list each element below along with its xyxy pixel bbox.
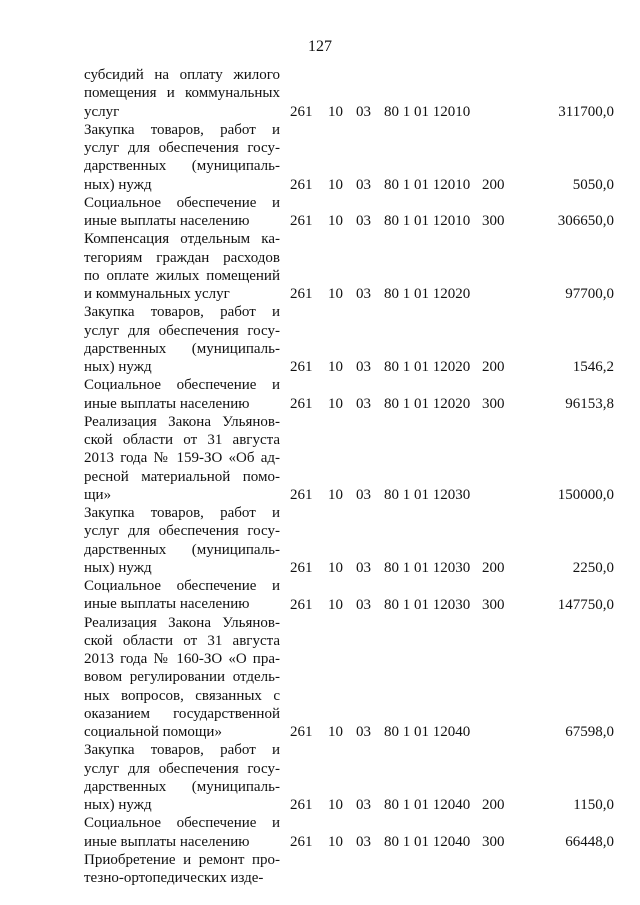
description-line: иные выплаты населению: [84, 395, 250, 412]
expense-type-code: 300: [482, 395, 505, 412]
description-line: иные выплаты населению: [84, 833, 250, 850]
expense-type-code: 200: [482, 560, 505, 576]
ved-code: 261: [290, 560, 313, 576]
description-line: ных) нужд: [84, 176, 152, 193]
section-code: 10: [328, 359, 343, 376]
description-line: ных) нужд: [84, 559, 152, 576]
table-row: [0, 376, 640, 413]
description-line: услуг для обеспечения госу-: [84, 760, 280, 777]
description-line: дарственных (муниципаль-: [84, 158, 280, 175]
description-line: социальной помощи»: [84, 724, 222, 740]
row-description: [84, 230, 280, 303]
description-line: ресной материальной помо-: [84, 468, 280, 485]
description-line: ных вопросов, связанных с: [84, 687, 280, 704]
section-code: 10: [328, 176, 343, 193]
description-line: услуг для обеспечения госу-: [84, 322, 280, 339]
section-code: 10: [328, 797, 343, 814]
ved-code: 261: [290, 176, 313, 193]
description-line: оказанием государственной: [84, 705, 280, 722]
section-code: 10: [328, 596, 343, 613]
table-row: [0, 504, 640, 577]
section-code: 10: [328, 103, 343, 120]
target-article-code: 80 1 01 12040: [384, 724, 471, 741]
row-description: [84, 614, 280, 742]
description-line: тезно-ортопедических изде-: [84, 870, 264, 886]
expense-type-code: 300: [482, 596, 505, 613]
target-article-code: 80 1 01 12020: [384, 395, 471, 412]
table-row: [0, 851, 640, 888]
description-line: Социальное обеспечение и: [84, 377, 280, 394]
amount: 2250,0: [572, 560, 614, 576]
row-description: [84, 66, 280, 121]
description-line: по оплате жилых помещений: [84, 267, 280, 284]
ved-code: 261: [290, 487, 313, 503]
table-row: [0, 121, 640, 194]
description-line: услуг для обеспечения госу-: [84, 523, 280, 540]
amount: 147750,0: [557, 596, 614, 613]
description-line: помещения и коммунальных: [84, 85, 280, 102]
table-row: [0, 614, 640, 742]
target-article-code: 80 1 01 12010: [384, 176, 471, 193]
ved-code: 261: [290, 797, 313, 814]
amount: 5050,0: [572, 176, 614, 193]
description-line: иные выплаты населению: [84, 596, 250, 613]
amount: 67598,0: [565, 724, 614, 741]
table-row: [0, 814, 640, 851]
row-description: [84, 194, 280, 231]
table-row: [0, 303, 640, 376]
ved-code: 261: [290, 286, 313, 303]
subsection-code: 03: [356, 213, 371, 230]
subsection-code: 03: [356, 833, 371, 850]
target-article-code: 80 1 01 12020: [384, 359, 471, 376]
table-row: [0, 577, 640, 614]
subsection-code: 03: [356, 797, 371, 814]
description-line: иные выплаты населению: [84, 213, 250, 229]
description-line: вовом регулировании отдель-: [84, 669, 280, 686]
target-article-code: 80 1 01 12040: [384, 833, 471, 850]
ved-code: 261: [290, 395, 313, 412]
description-line: услуг: [84, 103, 120, 120]
amount: 97700,0: [565, 286, 614, 303]
description-line: ных) нужд: [84, 797, 152, 813]
description-line: Закупка товаров, работ и: [84, 121, 280, 138]
section-code: 10: [328, 213, 343, 230]
description-line: 2013 года № 159-ЗО «Об ад-: [84, 450, 280, 467]
row-description: [84, 504, 280, 577]
amount: 1150,0: [573, 797, 614, 814]
table-row: [0, 194, 640, 231]
description-line: Закупка товаров, работ и: [84, 304, 280, 321]
table-row: [0, 741, 640, 814]
description-line: дарственных (муниципаль-: [84, 778, 280, 795]
section-code: 10: [328, 395, 343, 412]
description-line: ных) нужд: [84, 359, 152, 375]
description-line: услуг для обеспечения госу-: [84, 140, 280, 156]
description-line: Реализация Закона Ульянов-: [84, 413, 280, 430]
subsection-code: 03: [356, 176, 371, 193]
subsection-code: 03: [356, 487, 371, 503]
target-article-code: 80 1 01 12030: [384, 487, 471, 503]
section-code: 10: [328, 286, 343, 303]
description-line: тегориям граждан расходов: [84, 249, 280, 266]
row-description: [84, 851, 280, 888]
amount: 311700,0: [558, 103, 614, 120]
description-line: Социальное обеспечение и: [84, 815, 280, 832]
row-description: [84, 741, 280, 814]
table-row: [0, 413, 640, 504]
description-line: Закупка товаров, работ и: [84, 505, 280, 521]
expense-type-code: 300: [482, 213, 505, 230]
description-line: субсидий на оплату жилого: [84, 67, 280, 83]
expense-type-code: 200: [482, 797, 505, 814]
amount: 306650,0: [557, 213, 614, 230]
section-code: 10: [328, 724, 343, 741]
section-code: 10: [328, 833, 343, 850]
subsection-code: 03: [356, 560, 371, 576]
target-article-code: 80 1 01 12040: [384, 797, 471, 814]
row-description: [84, 577, 280, 614]
page-number: 127: [308, 38, 332, 55]
description-line: Социальное обеспечение и: [84, 194, 280, 211]
ved-code: 261: [290, 359, 313, 376]
ved-code: 261: [290, 103, 313, 120]
description-line: Приобретение и ремонт про-: [84, 851, 280, 868]
section-code: 10: [328, 560, 343, 576]
table-row: [0, 66, 640, 121]
row-description: [84, 376, 280, 413]
description-line: Социальное обеспечение и: [84, 578, 280, 594]
target-article-code: 80 1 01 12010: [384, 213, 471, 230]
subsection-code: 03: [356, 359, 371, 376]
section-code: 10: [328, 487, 343, 503]
description-line: дарственных (муниципаль-: [84, 340, 280, 357]
ved-code: 261: [290, 724, 313, 741]
row-description: [84, 814, 280, 851]
description-line: Закупка товаров, работ и: [84, 742, 280, 759]
amount: 1546,2: [572, 359, 614, 376]
description-line: ской области от 31 августа: [84, 432, 280, 448]
row-description: [84, 413, 280, 504]
description-line: и коммунальных услуг: [84, 286, 230, 302]
subsection-code: 03: [356, 395, 371, 412]
subsection-code: 03: [356, 103, 371, 120]
ved-code: 261: [290, 213, 313, 230]
amount: 66448,0: [565, 833, 614, 850]
expense-type-code: 300: [482, 833, 505, 850]
subsection-code: 03: [356, 596, 371, 613]
ved-code: 261: [290, 833, 313, 850]
target-article-code: 80 1 01 12020: [384, 286, 471, 303]
amount: 150000,0: [557, 487, 614, 503]
ved-code: 261: [290, 596, 313, 613]
description-line: щи»: [84, 486, 112, 503]
description-line: дарственных (муниципаль-: [84, 541, 280, 558]
expense-type-code: 200: [482, 176, 505, 193]
table-row: [0, 230, 640, 303]
description-line: ской области от 31 августа: [84, 632, 280, 649]
description-line: 2013 года № 160-ЗО «О пра-: [84, 651, 280, 667]
target-article-code: 80 1 01 12030: [384, 596, 471, 613]
row-description: [84, 121, 280, 194]
description-line: Реализация Закона Ульянов-: [84, 614, 280, 631]
expense-type-code: 200: [482, 359, 505, 376]
subsection-code: 03: [356, 286, 371, 303]
target-article-code: 80 1 01 12030: [384, 560, 471, 576]
description-line: Компенсация отдельным ка-: [84, 231, 280, 248]
target-article-code: 80 1 01 12010: [384, 103, 471, 120]
subsection-code: 03: [356, 724, 371, 741]
amount: 96153,8: [565, 395, 614, 412]
row-description: [84, 303, 280, 376]
